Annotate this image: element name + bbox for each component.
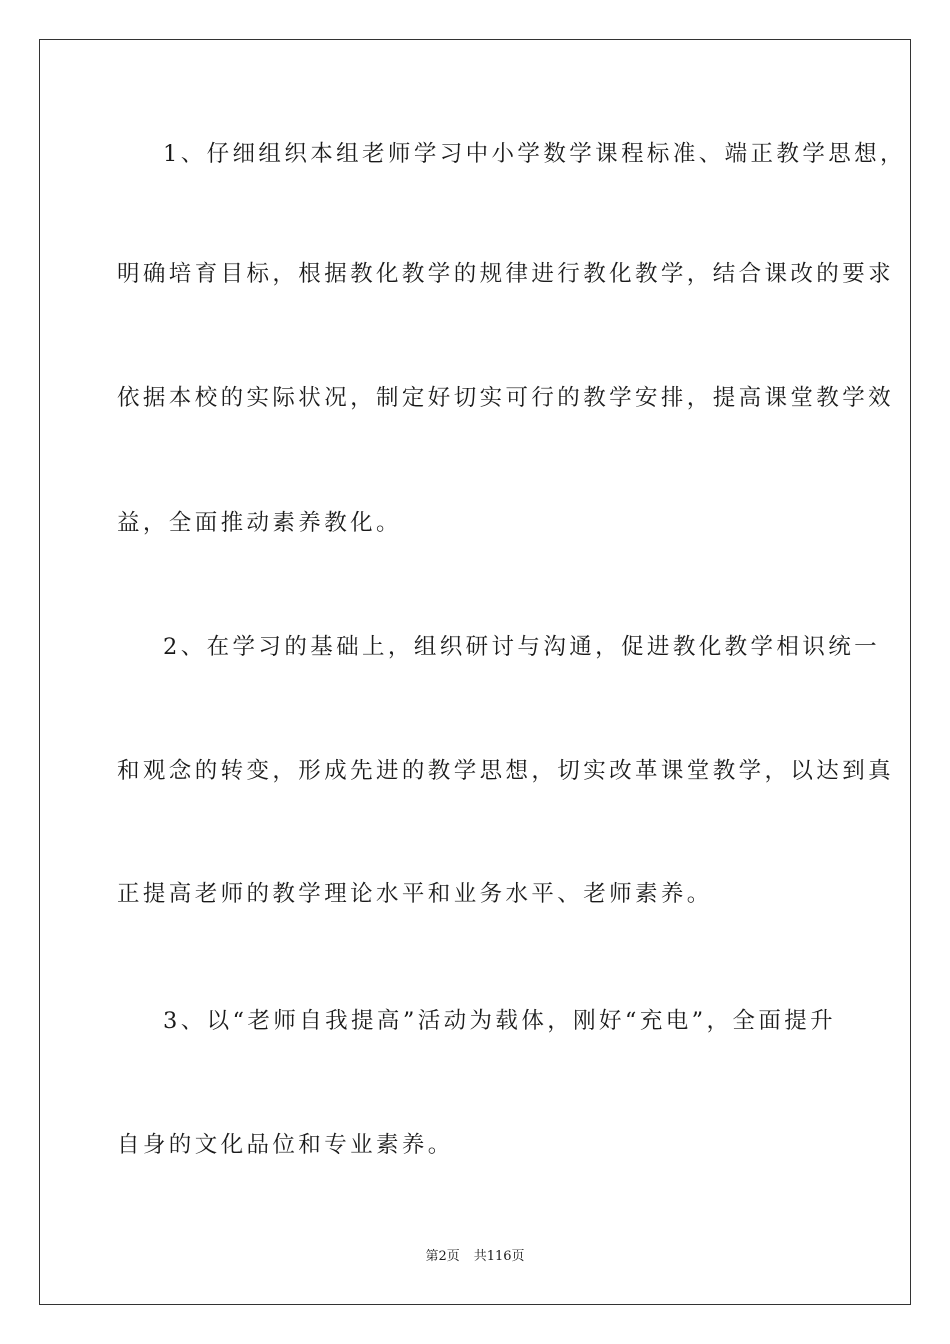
page-border <box>39 39 911 1305</box>
paragraph-1-line-2: 明确培育目标，根据教化教学的规律进行教化教学，结合课改的要求 <box>117 261 895 287</box>
paragraph-1-line-4: 益，全面推动素养教化。 <box>117 510 402 536</box>
paragraph-2-line-1: 2、在学习的基础上，组织研讨与沟通，促进教化教学相识统一 <box>163 634 881 660</box>
paragraph-3-line-2: 自身的文化品位和专业素养。 <box>117 1132 454 1158</box>
page-total: 共116页 <box>473 1249 525 1264</box>
paragraph-3-line-1: 3、以“老师自我提高”活动为载体，刚好“充电”，全面提升 <box>163 1008 837 1034</box>
page-footer <box>0 1248 950 1266</box>
paragraph-2-line-3: 正提高老师的教学理论水平和业务水平、老师素养。 <box>117 881 713 907</box>
paragraph-2-line-2: 和观念的转变，形成先进的教学思想，切实改革课堂教学，以达到真 <box>117 758 895 784</box>
paragraph-1-line-3: 依据本校的实际状况，制定好切实可行的教学安排，提高课堂教学效 <box>117 385 895 411</box>
page-number: 第2页 <box>425 1249 460 1264</box>
paragraph-1-line-1: 1、仔细组织本组老师学习中小学数学课程标准、端正教学思想， <box>163 141 906 167</box>
